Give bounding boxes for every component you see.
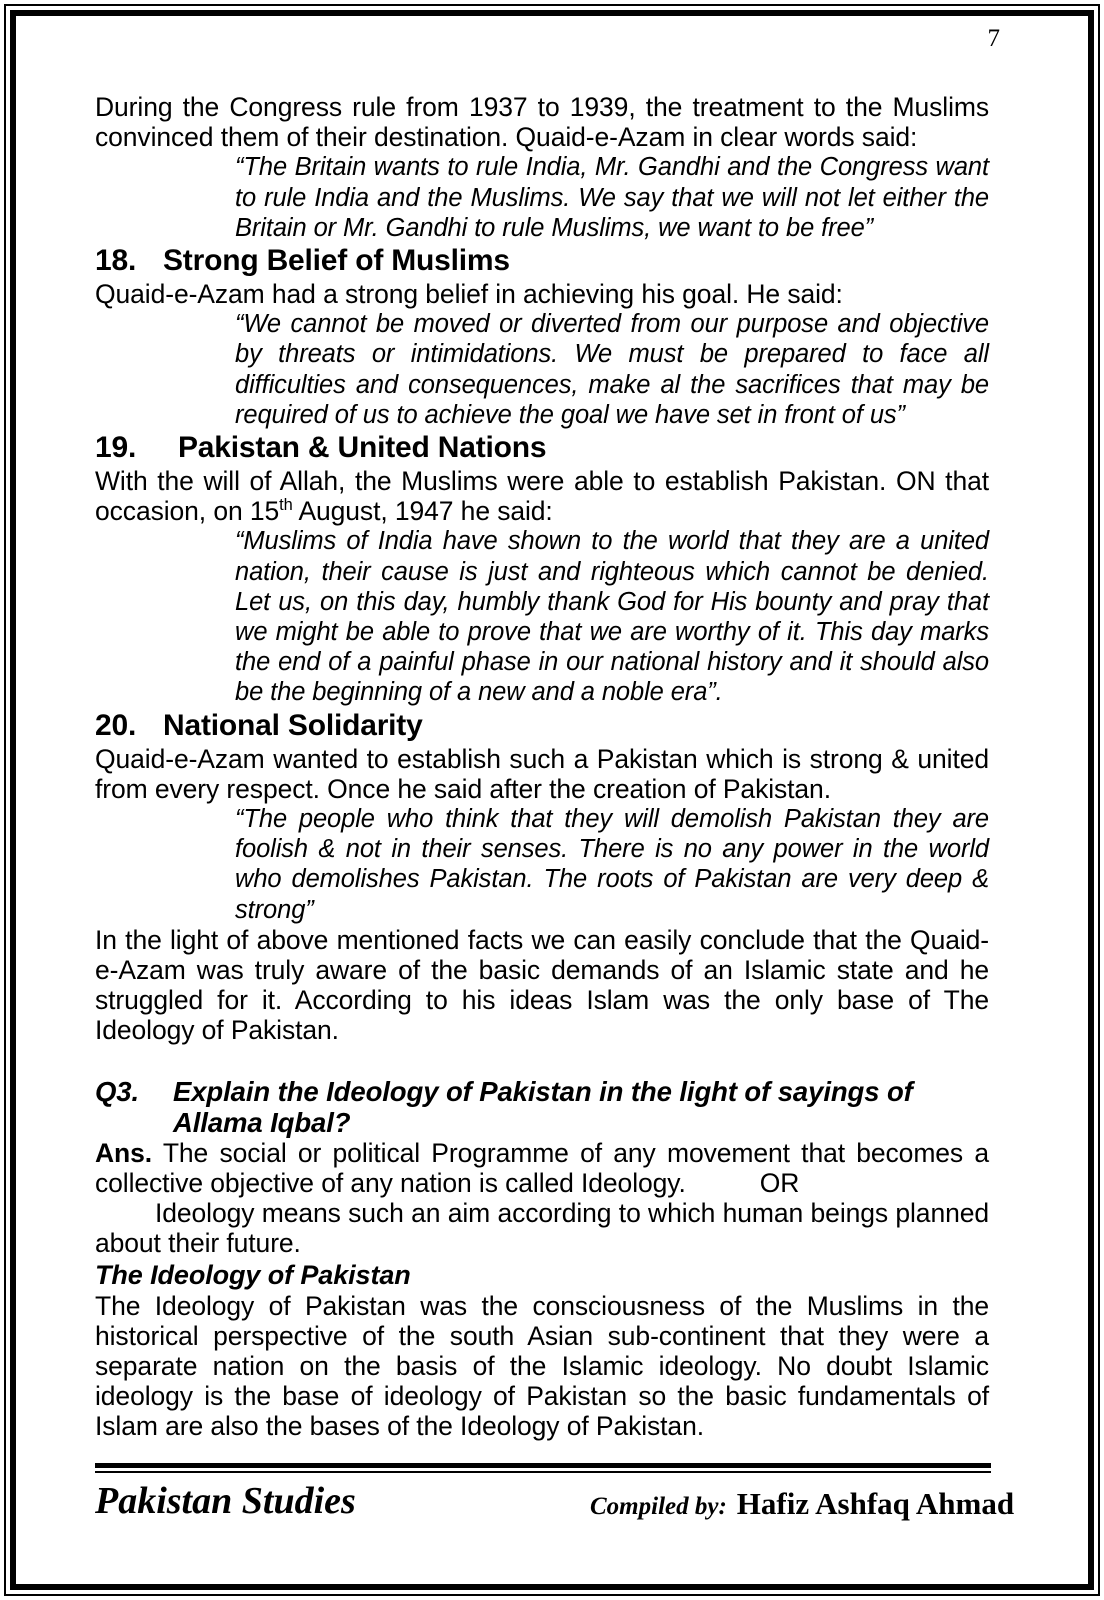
section-title-18: Strong Belief of Muslims [163,244,510,278]
ideology-paragraph: The Ideology of Pakistan was the consciousness of the Muslims in the historical perspective of the south Asian sub-continent that they were a separate nation on the basis of the Islamic ideology. No doubt Islamic ideology is the base of ideology of Pakistan so the basic fundamentals of Islam are also the bases of the Ideology of Pakistan. [95,1290,989,1442]
answer-label: Ans. [95,1137,153,1168]
section-title-20: National Solidarity [163,708,423,742]
document-body [95,92,989,1442]
section-heading-18 [95,243,989,279]
section-20-paragraph: Quaid-e-Azam wanted to establish such a Pakistan which is strong & united from every respect. Once he said after the creation of Pakistan. [95,743,989,804]
question-heading [95,1076,989,1138]
answer-alt-definition [95,1198,989,1258]
section-heading-19 [95,430,989,466]
section-18-quote: “We cannot be moved or diverted from our purpose and objective by threats or intimidations. We must be prepared to face all difficulties and consequences, make al the sacrifices that may be required of us to achieve the goal we have set in front of us” [235,310,989,429]
footer-compiled-label: Compiled by: [590,1493,727,1520]
section-19-paragraph-part1: With the will of Allah, the Muslims were able to establish Pakistan. ON that occasion, on 15 [95,466,989,527]
section-number-18: 18. [95,244,137,278]
page-footer [95,1478,1015,1538]
conclusion-paragraph: In the light of above mentioned facts we can easily conclude that the Quaid-e-Azam was truly aware of the basic demands of an Islamic state and he struggled for it. According to his ideas Islam was the only base of The Ideology of Pakistan. [95,924,989,1046]
intro-paragraph: During the Congress rule from 1937 to 1939, the treatment to the Muslims convinced them of their destination. Quaid-e-Azam in clear words said: [95,92,989,153]
question-line-2: Allama Iqbal? [173,1106,351,1138]
footer-rule-thin [95,1471,991,1473]
section-19-paragraph-part2: August, 1947 he said: [292,496,553,527]
ordinal-suffix: th [279,496,293,515]
intro-quote: “The Britain wants to rule India, Mr. Gandhi and the Congress want to rule India and the Muslims. We say that we will not let either the Britain or Mr. Gandhi to rule Muslims, we want to be free” [235,153,989,242]
answer-alt-definition-text: Ideology means such an aim according to which human beings planned about their future. [95,1198,989,1259]
ideology-subheading: The Ideology of Pakistan [95,1259,411,1290]
page-number: 7 [987,25,1000,52]
answer-paragraph [95,1138,989,1198]
section-heading-20 [95,708,989,744]
footer-author-name: Hafiz Ashfaq Ahmad [736,1486,1015,1521]
section-number-19: 19. [95,431,137,465]
answer-text: The social or political Programme of any movement that becomes a collective objective of any nation is called Ideology. [95,1137,989,1198]
section-19-quote: “Muslims of India have shown to the world that they are a united nation, their cause is just and righteous which cannot be denied. Let us, on this day, humbly thank God for His bounty and pray that we might be able to prove that we are worthy of it. This day marks the end of a painful phase in our national history and it should also be the beginning of a new and a noble era”. [235,527,989,707]
section-19-paragraph [95,466,989,526]
footer-credit [590,1486,1014,1522]
section-title-19: Pakistan & United Nations [178,431,547,465]
section-20-quote: “The people who think that they will demolish Pakistan they are foolish & not in their senses. There is no any power in the world who demolishes Pakistan. The roots of Pakistan are very deep & strong” [235,805,989,924]
question-label: Q3. [95,1075,140,1107]
answer-or-label: OR [759,1167,800,1198]
footer-book-title: Pakistan Studies [95,1480,356,1522]
question-line-1: Explain the Ideology of Pakistan in the light of sayings of [173,1075,913,1107]
section-number-20: 20. [95,708,137,742]
section-18-paragraph: Quaid-e-Azam had a strong belief in achieving his goal. He said: [95,279,843,310]
paragraph-spacer [95,1046,989,1076]
footer-divider [95,1463,991,1473]
